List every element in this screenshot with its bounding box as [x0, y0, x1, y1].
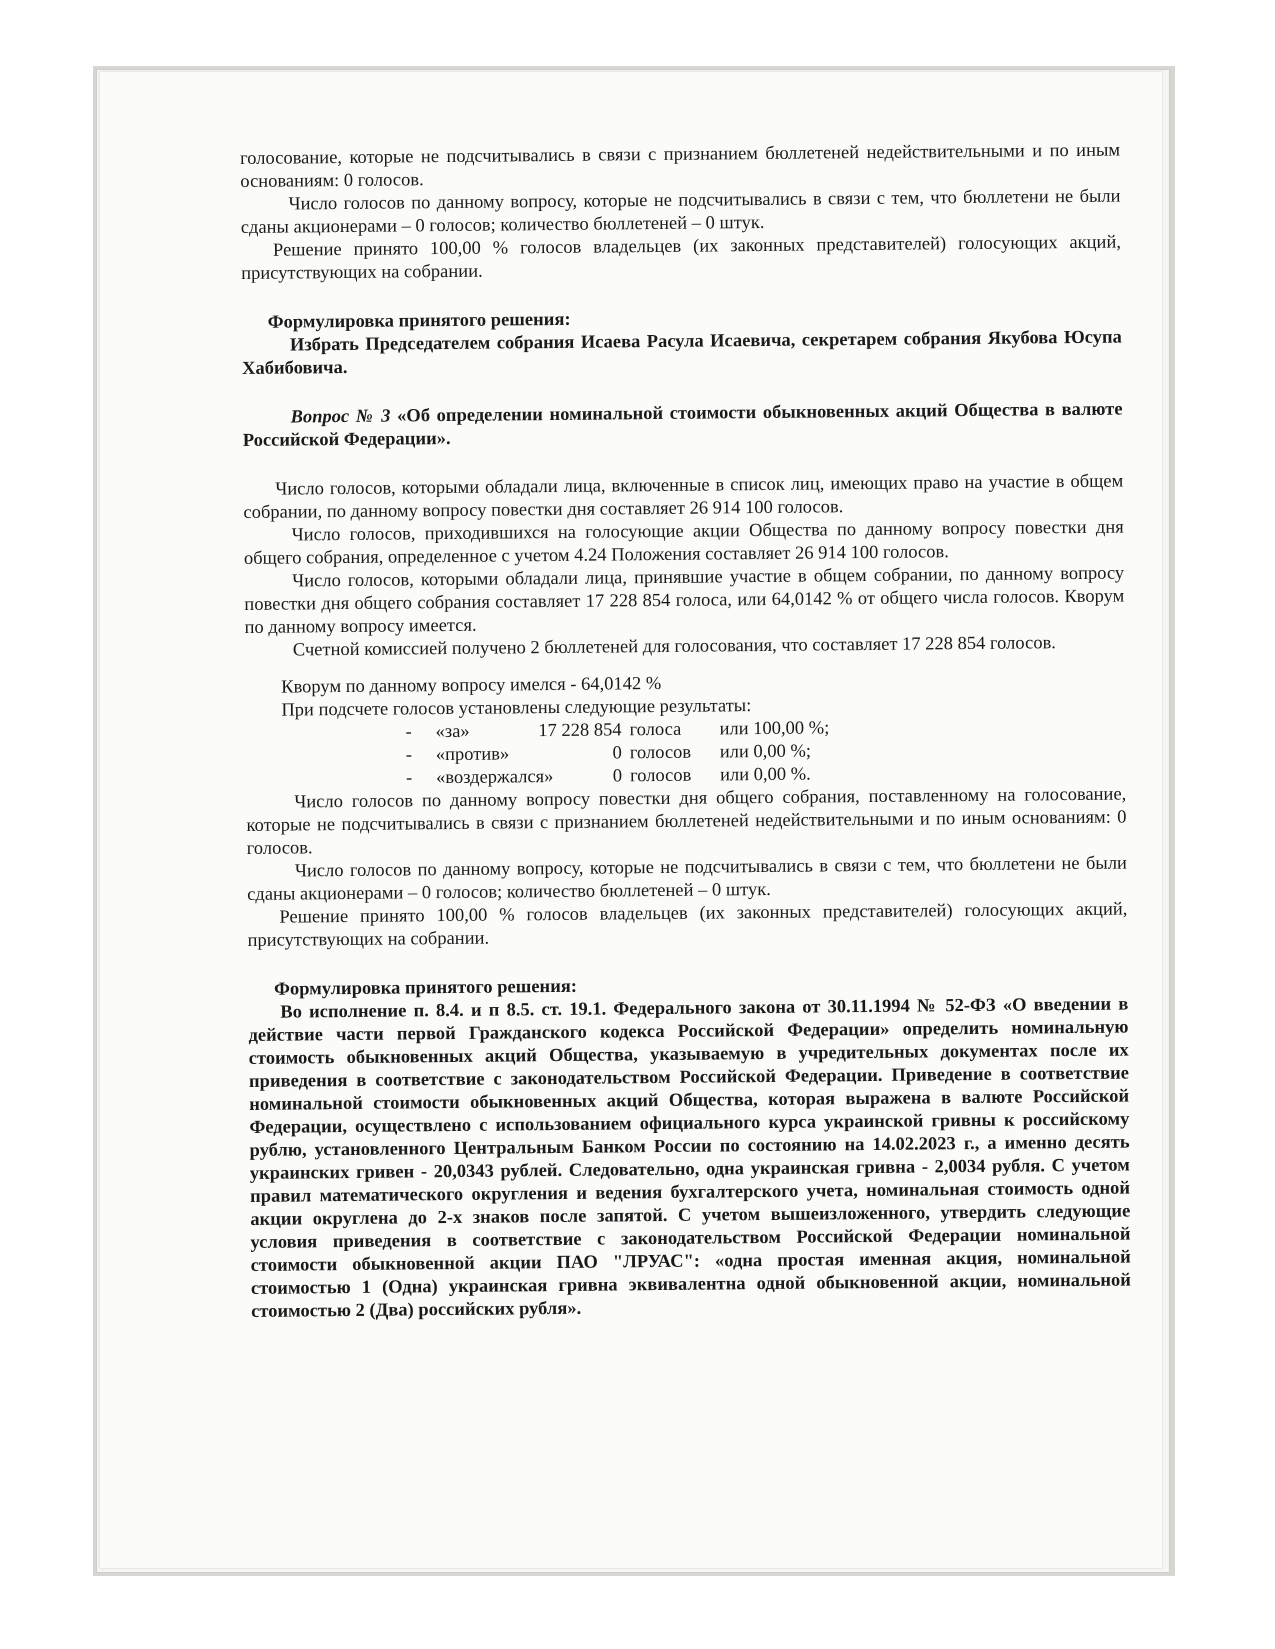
- vote-percent: или 100,00 %;: [719, 718, 830, 740]
- vote-option: «против»: [435, 744, 510, 766]
- vote-row: - «против» 0 голосов или 0,00 %;: [406, 738, 1126, 768]
- paragraph: Число голосов, которыми обладали лица, принявшие участие в общем собрании, по данному вопросу повестки дня общего собрания составляет 17 228 854 голоса, или 64,0142 % от общего числа голосов. Кворум по данному вопросу имеется.: [244, 563, 1125, 638]
- paragraph: Счетной комиссией получено 2 бюллетеней для голосования, что составляет 17 228 854 голосов.: [292, 633, 1056, 661]
- paragraph: Число голосов по данному вопросу, которые не подсчитывались в связи с тем, что бюллетени не были сданы акционерами – 0 голосов; количество бюллетеней – 0 штук.: [240, 186, 1121, 238]
- vote-count: 0: [612, 766, 623, 787]
- paragraph: Число голосов по данному вопросу повестки дня общего собрания, поставленному на голосование, которые не подсчитывались в связи с признанием бюллетеней недействительными и по иным основаниям: 0 голосов.: [246, 784, 1127, 859]
- vote-count: 0: [612, 743, 622, 764]
- question-label: Вопрос № 3: [290, 406, 391, 428]
- results-intro: При подсчете голосов установлены следующие результаты:: [281, 696, 752, 721]
- decision-text: Избрать Председателем собрания Исаева Расула Исаевича, секретарем собрания Якубова Юсупа Хабибовича.: [242, 327, 1122, 379]
- vote-unit: голосов: [629, 765, 692, 787]
- vote-row: - «воздержался» 0 голосов или 0,00 %.: [406, 761, 1126, 791]
- question-title: «Об определении номинальной стоимости обыкновенных акций Общества в валюте Российской Федерации».: [242, 399, 1123, 451]
- vote-row: - «за» 17 228 854 голоса или 100,00 %;: [406, 715, 1126, 745]
- paragraph: Число голосов, приходившихся на голосующие акции Общества по данному вопросу повестки дня общего собрания, определенное с учетом 4.24 Положения составляет 26 914 100 голосов.: [243, 517, 1124, 569]
- paragraph: Число голосов, которыми обладали лица, включенные в список лиц, имеющих право на участие в общем собрании, по данному вопросу повестки дня составляет 26 914 100 голосов.: [243, 471, 1124, 523]
- vote-percent: или 0,00 %;: [719, 741, 812, 763]
- vote-count: 17 228 854: [538, 720, 622, 742]
- paragraph: Решение принято 100,00 % голосов владельцев (их законных представителей) голосующих акций, присутствующих на собрании.: [241, 232, 1122, 284]
- paragraph: голосование, которые не подсчитывались в связи с признанием бюллетеней недействительными и по иным основаниям: 0 голосов.: [240, 140, 1121, 192]
- vote-unit: голосов: [629, 742, 692, 764]
- paragraph: Решение принято 100,00 % голосов владельцев (их законных представителей) голосующих акций, присутствующих на собрании.: [247, 899, 1128, 951]
- vote-unit: голоса: [629, 719, 682, 741]
- decision-text: Во исполнение п. 8.4. и п 8.5. ст. 19.1. Федерального закона от 30.11.1994 № 52-ФЗ «О введении в действие части первой Гражданского кодекса Российской Федерации» определить номинальную стоимость обыкновенных акций Общества, указываемую в учредительных документах после их приведения в соответствие с законодательством Российской Федерации. Приведение в соответствие номинальной стоимости обыкновенных акций Общества, которая выражена в валюте Российской Федерации, осуществлено с использованием официального курса украинской гривны к российскому рублю, установленного Центральным Банком России по состоянию на 14.02.2023 г., а именно десять украинских гривен - 20,0343 рублей. Следовательно, одна украинская гривна - 2,0034 рубля. С учетом правил математического округления и ведения бухгалтерского учета, номинальная стоимость одной акции округлена до 2-х знаков после запятой. С учетом вышеизложенного, утвердить следующие условия приведения в соответствие с законодательством Российской Федерации номинальной стоимости обыкновенной акции ПАО "ЛРУАС": «одна простая именная акция, номинальной стоимостью 1 (Одна) украинская гривна эквивалентна одной обыкновенной акции, номинальной стоимостью 2 (Два) российских рубля».: [248, 994, 1132, 1322]
- vote-option: «воздержался»: [435, 767, 554, 789]
- vote-percent: или 0,00 %.: [719, 764, 811, 786]
- decision-heading: Формулировка принятого решения:: [273, 976, 578, 1000]
- quorum-line: Кворум по данному вопросу имелся - 64,0142 %: [281, 673, 662, 698]
- paragraph: Число голосов по данному вопросу, которые не подсчитывались в связи с тем, что бюллетени не были сданы акционерами – 0 голосов; количество бюллетеней – 0 штук.: [247, 853, 1128, 905]
- decision-heading: Формулировка принятого решения:: [267, 309, 571, 333]
- document-text: [240, 140, 1131, 1324]
- vote-option: «за»: [435, 721, 470, 743]
- vote-results: [246, 715, 1127, 792]
